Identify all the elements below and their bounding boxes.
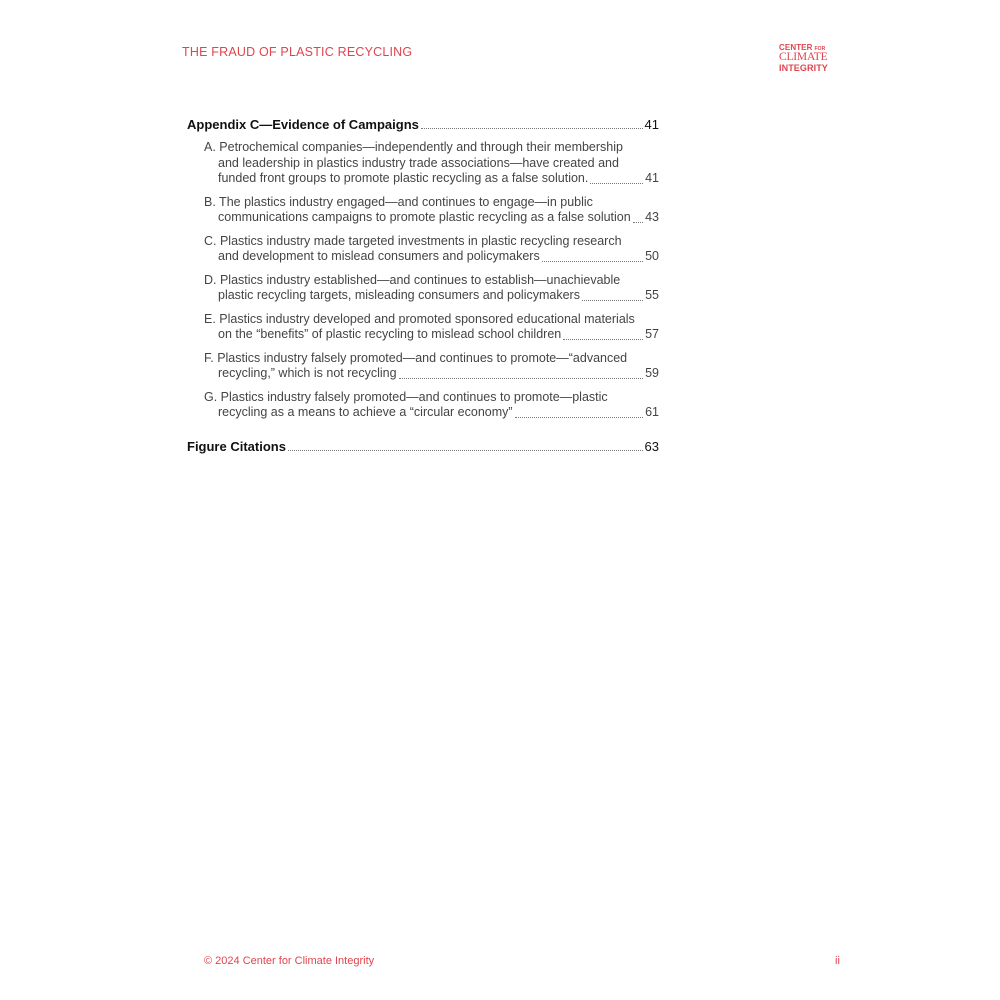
logo-line-climate: CLIMATE — [779, 51, 828, 63]
toc-subentry-page: 55 — [645, 288, 659, 302]
logo-line-center: CENTER — [779, 43, 813, 52]
toc-subentry[interactable] — [204, 140, 659, 187]
toc-subentry[interactable] — [204, 351, 659, 382]
toc-subentry-line: A. Petrochemical companies—independently and through their membership — [204, 140, 623, 154]
toc-subentry-line: and development to mislead consumers and policymakers — [218, 249, 540, 263]
toc-subentry-page: 43 — [645, 210, 659, 224]
toc-subentry-line: plastic recycling targets, misleading consumers and policymakers — [218, 288, 580, 302]
toc-subentries — [187, 140, 659, 421]
center-for-climate-integrity-logo — [779, 44, 828, 73]
toc-subentry-line: F. Plastics industry falsely promoted—and continues to promote—“advanced — [204, 350, 628, 365]
dot-leader — [542, 261, 643, 262]
toc-entry-appendix-c[interactable] — [187, 112, 659, 132]
dot-leader — [288, 450, 643, 451]
dot-leader — [582, 300, 643, 301]
toc-subentry-line: C. Plastics industry made targeted investments in plastic recycling research — [204, 233, 622, 248]
toc-subentry[interactable] — [204, 312, 659, 343]
toc-subentry-line: D. Plastics industry established—and continues to establish—unachievable — [204, 272, 621, 287]
toc-subentry-last-line — [204, 210, 659, 226]
toc-subentry-last-line — [204, 405, 659, 421]
toc-subentry-page: 57 — [645, 327, 659, 341]
toc-entry-title: Figure Citations — [187, 438, 286, 454]
toc-entry-page: 41 — [644, 117, 659, 132]
toc-entry-title: Appendix C—Evidence of Campaigns — [187, 117, 419, 132]
dot-leader — [633, 222, 643, 223]
logo-line-for: FOR — [814, 46, 826, 52]
toc-subentry[interactable] — [204, 234, 659, 265]
toc-subentry-page: 50 — [645, 249, 659, 263]
toc-subentry[interactable] — [204, 195, 659, 226]
toc-subentry-line: E. Plastics industry developed and promoted sponsored educational materials — [204, 311, 635, 326]
dot-leader — [590, 183, 643, 184]
toc-subentry-last-line — [204, 249, 659, 265]
toc-subentry-line: on the “benefits” of plastic recycling to mislead school children — [218, 327, 562, 341]
toc-entry-figure-citations[interactable] — [187, 434, 659, 454]
toc-subentry-line: communications campaigns to promote plastic recycling as a false solution — [218, 210, 631, 224]
logo-line-integrity: INTEGRITY — [779, 62, 828, 73]
footer-page-number: ii — [835, 955, 840, 967]
toc-subentry-line: funded front groups to promote plastic recycling as a false solution. — [218, 171, 589, 185]
toc-subentry-page: 41 — [645, 171, 659, 185]
toc-entry-page: 63 — [644, 438, 659, 454]
toc-subentry-last-line — [204, 327, 659, 343]
toc-subentry-last-line — [204, 366, 659, 382]
footer-copyright: © 2024 Center for Climate Integrity — [204, 955, 375, 967]
running-header-title: THE FRAUD OF PLASTIC RECYCLING — [182, 45, 413, 59]
dot-leader — [563, 339, 643, 340]
dot-leader — [421, 128, 643, 129]
toc-subentry-line: recycling,” which is not recycling — [218, 366, 397, 380]
toc-subentry-page: 61 — [645, 405, 659, 419]
toc-subentry[interactable] — [204, 273, 659, 304]
toc-subentry-last-line — [204, 171, 659, 187]
toc-subentry-line: B. The plastics industry engaged—and continues to engage—in public — [204, 194, 593, 209]
dot-leader — [515, 417, 644, 418]
toc-subentry-line: and leadership in plastics industry trade associations—have created and — [218, 155, 619, 170]
table-of-contents — [187, 112, 659, 454]
toc-subentry-page: 59 — [645, 366, 659, 380]
toc-subentry-last-line — [204, 288, 659, 304]
toc-subentry[interactable] — [204, 390, 659, 421]
dot-leader — [399, 378, 644, 379]
toc-subentry-line: recycling as a means to achieve a “circular economy” — [218, 405, 513, 419]
toc-subentry-line: G. Plastics industry falsely promoted—and continues to promote—plastic — [204, 389, 608, 404]
